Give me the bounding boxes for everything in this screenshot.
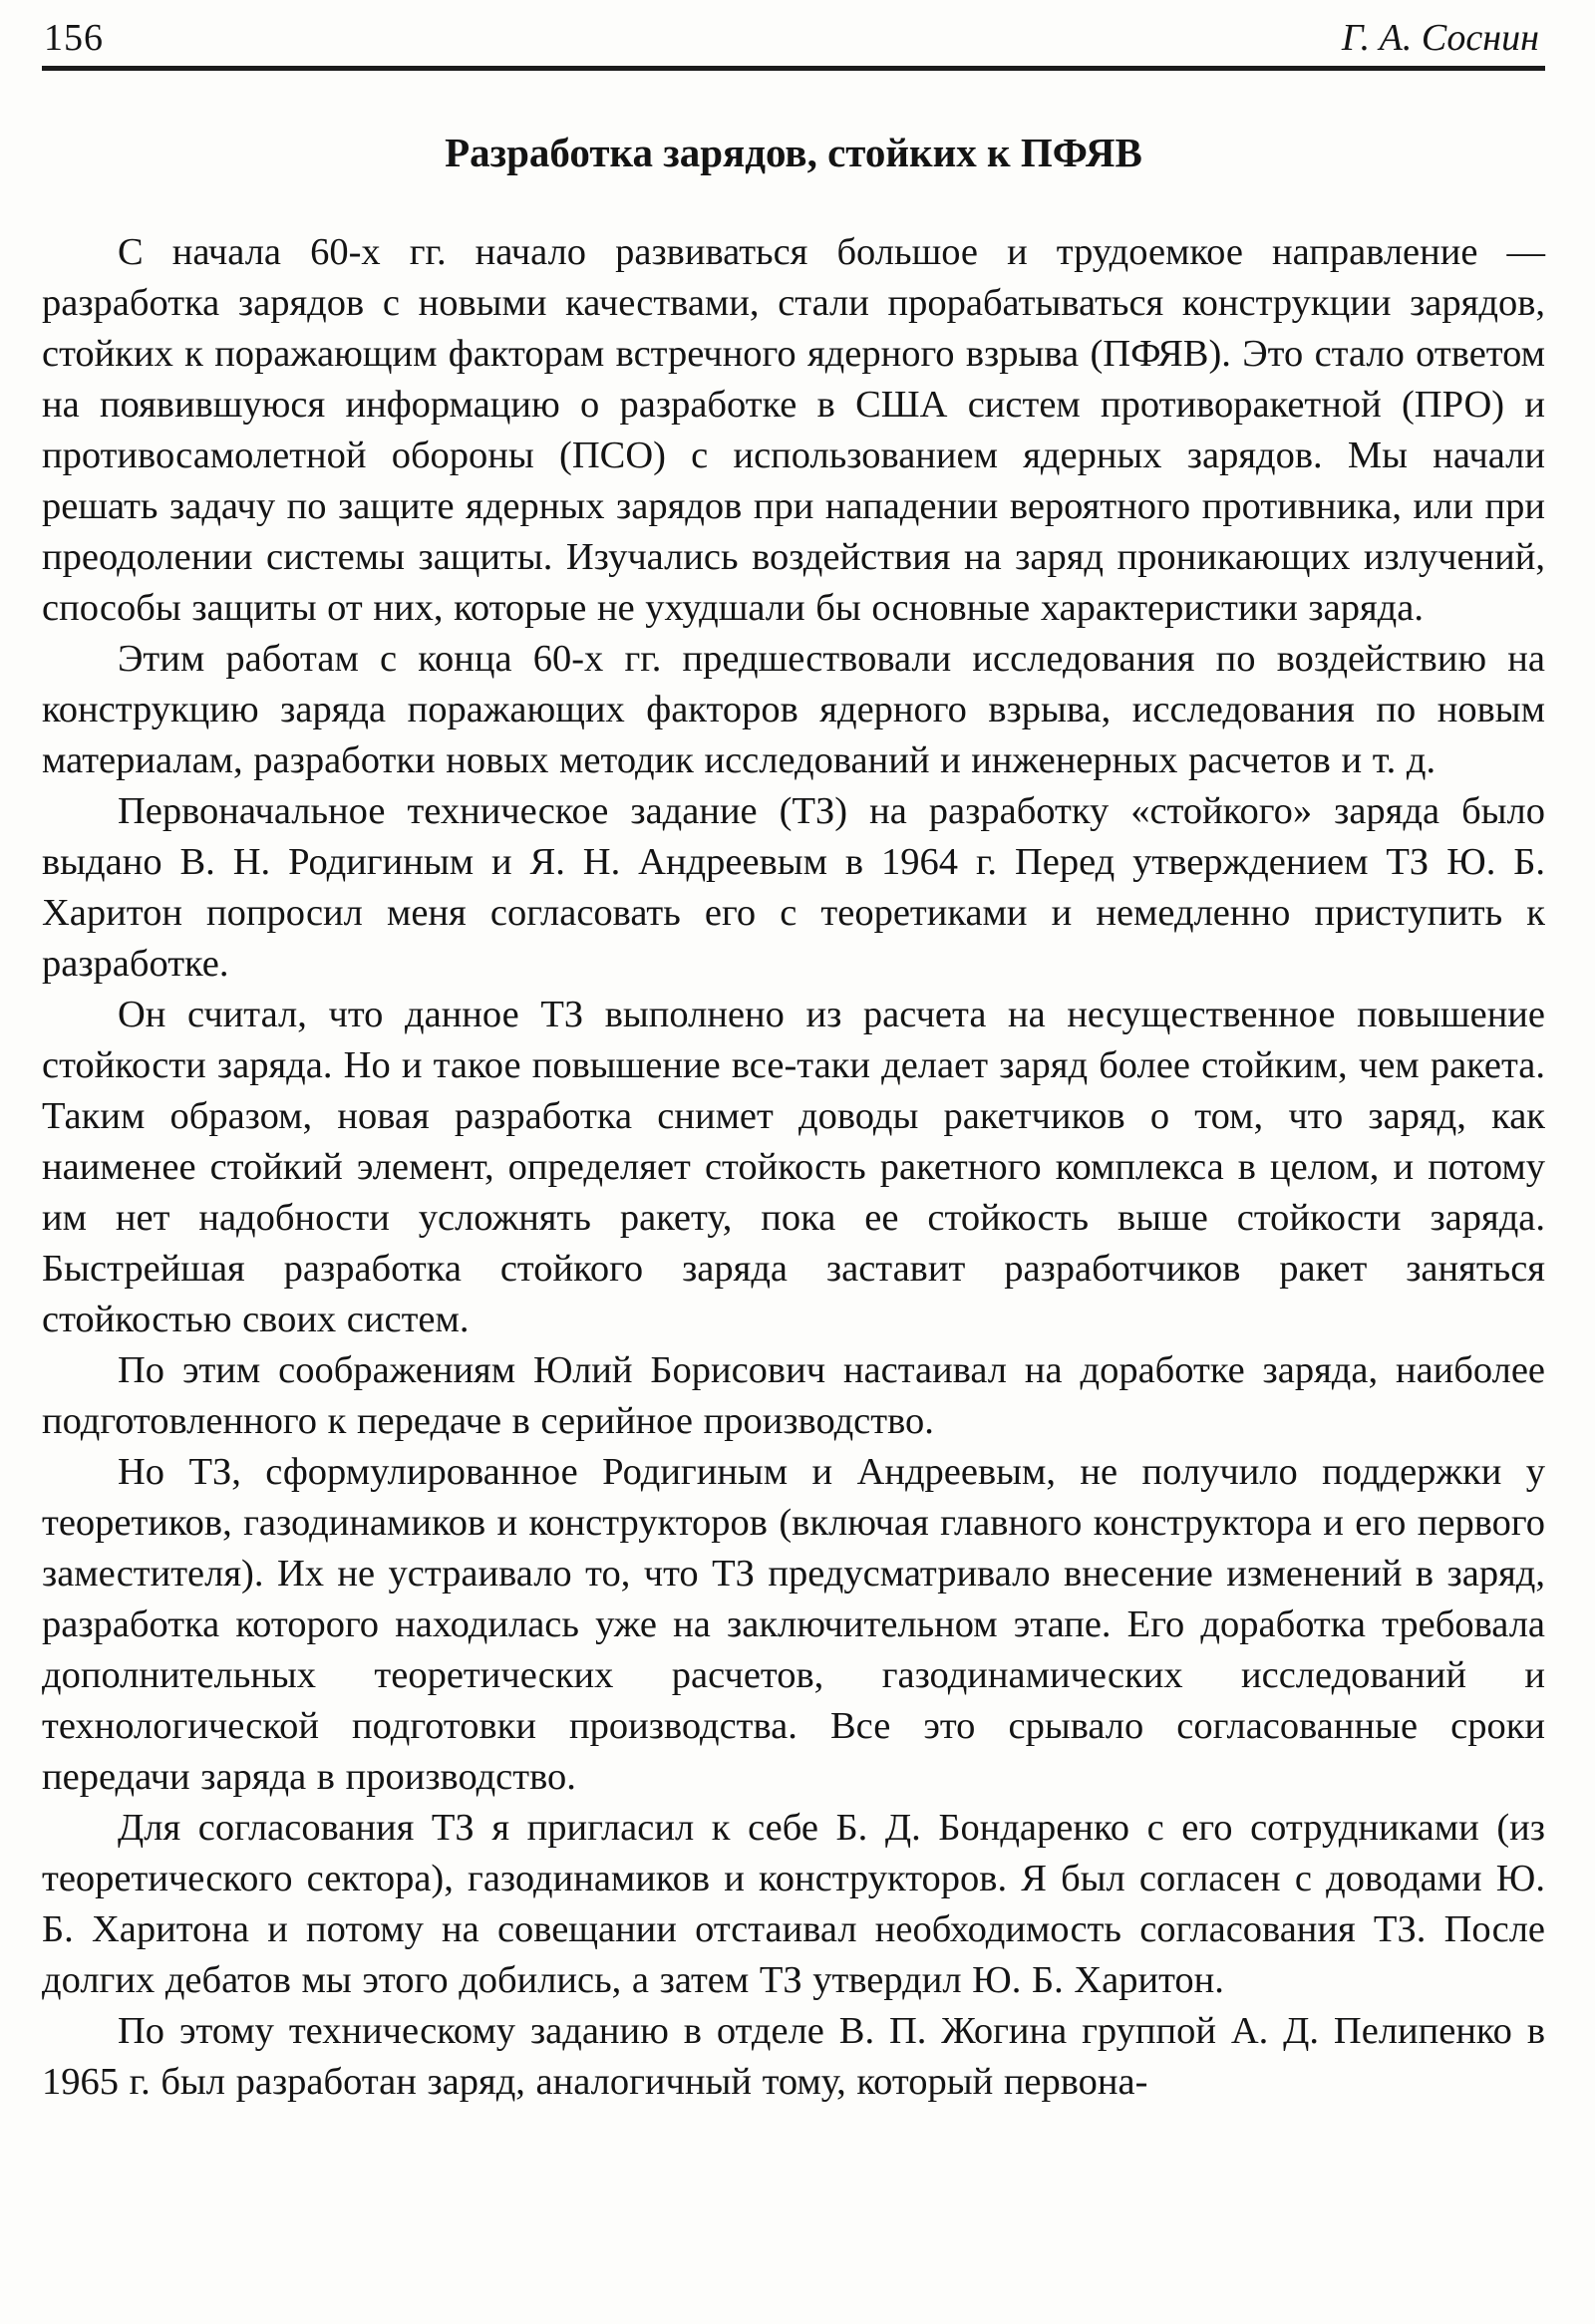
page-header bbox=[42, 16, 1545, 66]
paragraph-6: Но ТЗ, сформулированное Родигиным и Андреевым, не получило поддержки у теоретиков, газодинамиков и конструкторов (включая главного конструктора и его первого заместителя). Их не устраивало то, что ТЗ предусматривало внесение изменений в заряд, разработка которого находилась уже на заключительном этапе. Его доработка требовала дополнительных теоретических расчетов, газодинамических исследований и технологической подготовки производства. Все это срывало согласованные сроки передачи заряда в производство. bbox=[42, 1451, 1545, 1799]
body-text bbox=[42, 227, 1545, 2108]
paragraph-4: Он считал, что данное ТЗ выполнено из расчета на несущественное повышение стойкости заряда. Но и такое повышение все-таки делает заряд более стойким, чем ракета. Таким образом, новая разработка снимет доводы ракетчиков о том, что заряд, как наименее стойкий элемент, определяет стойкость ракетного комплекса в целом, и потому им нет надобности усложнять ракету, пока ее стойкость выше стойкости заряда. Быстрейшая разработка стойкого заряда заставит разработчиков ракет заняться стойкостью своих систем. bbox=[42, 994, 1545, 1341]
paragraph-8: По этому техническому заданию в отделе В. П. Жогина группой А. Д. Пелипенко в 1965 г. был разработан заряд, аналогичный тому, который первона- bbox=[42, 2010, 1545, 2104]
paragraph-7: Для согласования ТЗ я пригласил к себе Б. Д. Бондаренко с его сотрудниками (из теоретического сектора), газодинамиков и конструкторов. Я был согласен с доводами Ю. Б. Харитона и потому на совещании отстаивал необходимость согласования ТЗ. После долгих дебатов мы этого добились, а затем ТЗ утвердил Ю. Б. Харитон. bbox=[42, 1807, 1545, 2002]
page-title: Разработка зарядов, стойких к ПФЯВ bbox=[445, 130, 1142, 175]
paragraph-1: С начала 60-х гг. начало развиваться большое и трудоемкое направление — разработка зарядов с новыми качествами, стали прорабатываться конструкции зарядов, стойких к поражающим факторам встречного ядерного взрыва (ПФЯВ). Это стало ответом на появившуюся информацию о разработке в США систем противоракетной (ПРО) и противосамолетной обороны (ПСО) с использованием ядерных зарядов. Мы начали решать задачу по защите ядерных зарядов при нападении вероятного противника, или при преодолении системы защиты. Изучались воздействия на заряд проникающих излучений, способы защиты от них, которые не ухудшали бы основные характеристики заряда. bbox=[42, 231, 1545, 630]
paragraph-2: Этим работам с конца 60-х гг. предшествовали исследования по воздействию на конструкцию заряда поражающих факторов ядерного взрыва, исследования по новым материалам, разработки новых методик исследований и инженерных расчетов и т. д. bbox=[42, 638, 1545, 782]
paragraph-5: По этим соображениям Юлий Борисович настаивал на доработке заряда, наиболее подготовленного к передаче в серийное производство. bbox=[42, 1349, 1545, 1443]
author-name: Г. А. Соснин bbox=[1341, 17, 1539, 59]
header-rule bbox=[42, 66, 1545, 71]
paragraph-3: Первоначальное техническое задание (ТЗ) на разработку «стойкого» заряда было выдано В. Н. Родигиным и Я. Н. Андреевым в 1964 г. Перед утверждением ТЗ Ю. Б. Харитон попросил меня согласовать его с теоретиками и немедленно приступить к разработке. bbox=[42, 790, 1545, 986]
page-number: 156 bbox=[44, 17, 104, 59]
